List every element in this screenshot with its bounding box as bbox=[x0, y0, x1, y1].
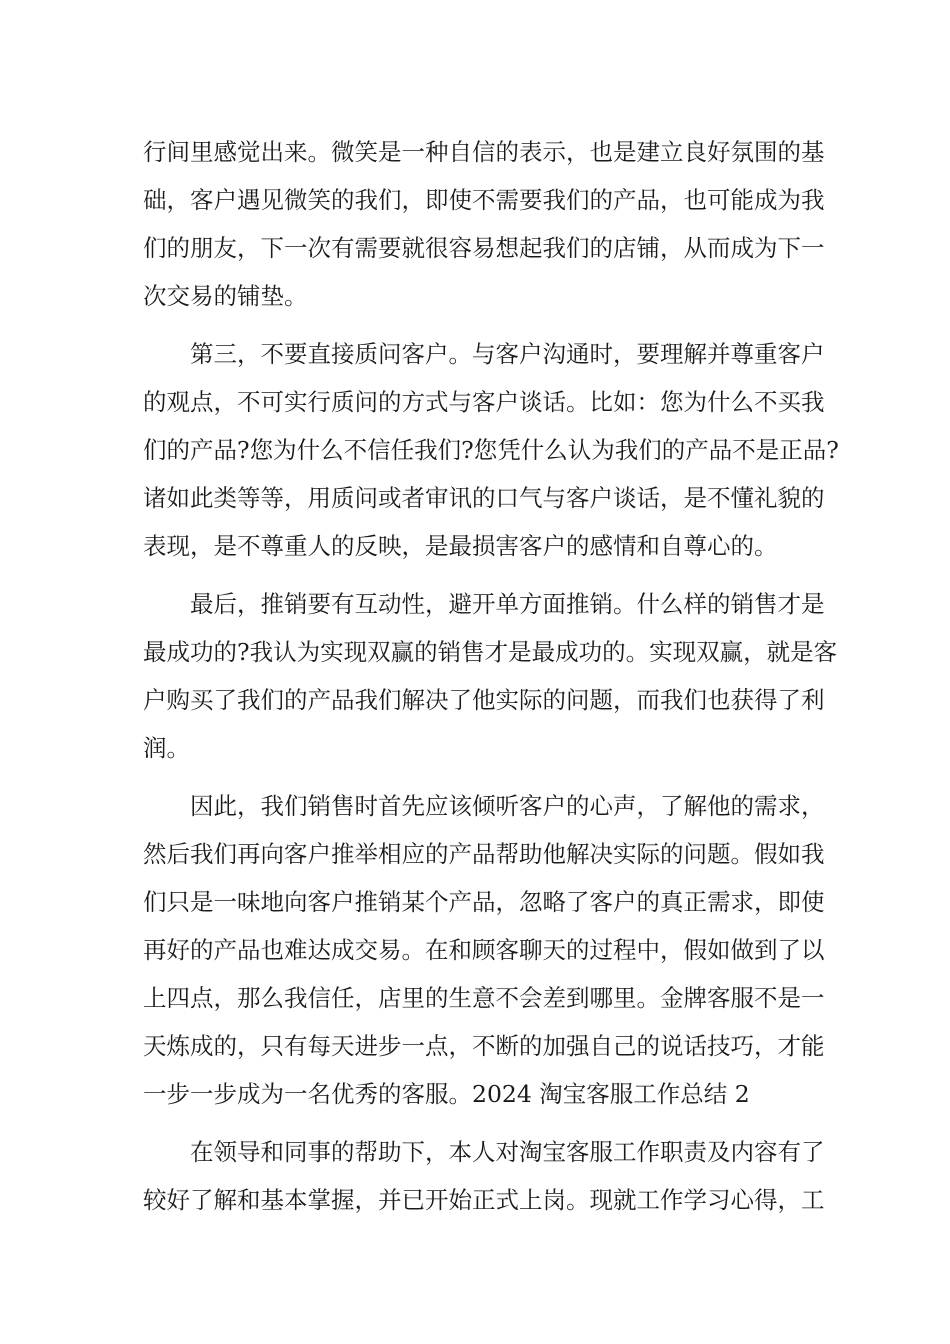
text-line: 行间里感觉出来。微笑是一种自信的表示，也是建立良好氛围的基 bbox=[143, 138, 825, 166]
text-line: 在领导和同事的帮助下，本人对淘宝客服工作职责及内容有了 bbox=[190, 1138, 825, 1166]
paragraph bbox=[143, 580, 838, 772]
text-line: 的观点，不可实行质问的方式与客户谈话。比如：您为什么不买我 bbox=[143, 388, 825, 416]
text-line: 户购买了我们的产品我们解决了他实际的问题，而我们也获得了利 bbox=[143, 686, 825, 714]
text-line: 上四点，那么我信任，店里的生意不会差到哪里。金牌客服不是一 bbox=[143, 984, 825, 1012]
text-line: 润。 bbox=[143, 734, 190, 762]
text-line: 较好了解和基本掌握，并已开始正式上岗。现就工作学习心得，工 bbox=[143, 1186, 825, 1214]
text-line: 天炼成的，只有每天进步一点，不断的加强自己的说话技巧，才能 bbox=[143, 1032, 825, 1060]
document-body bbox=[143, 128, 839, 1224]
text-line: 们只是一味地向客户推销某个产品，忽略了客户的真正需求，即使 bbox=[143, 888, 825, 916]
text-line: 础，客户遇见微笑的我们，即使不需要我们的产品，也可能成为我 bbox=[143, 186, 825, 214]
text-line: 表现，是不尊重人的反映，是最损害客户的感情和自尊心的。 bbox=[143, 532, 778, 560]
paragraph bbox=[143, 1128, 825, 1224]
text-line: 最后，推销要有互动性，避开单方面推销。什么样的销售才是 bbox=[190, 590, 825, 618]
paragraph bbox=[143, 330, 839, 570]
text-line: 因此，我们销售时首先应该倾听客户的心声，了解他的需求， bbox=[190, 792, 825, 820]
text-line: 们的产品?您为什么不信任我们?您凭什么认为我们的产品不是正品? bbox=[143, 436, 839, 464]
text-line: 再好的产品也难达成交易。在和顾客聊天的过程中，假如做到了以 bbox=[143, 936, 825, 964]
paragraph bbox=[143, 128, 825, 320]
text-line: 第三，不要直接质问客户。与客户沟通时，要理解并尊重客户 bbox=[190, 340, 825, 368]
text-line: 次交易的铺垫。 bbox=[143, 282, 308, 310]
text-line: 们的朋友，下一次有需要就很容易想起我们的店铺，从而成为下一 bbox=[143, 234, 825, 262]
paragraph bbox=[143, 782, 825, 1118]
text-line: 然后我们再向客户推举相应的产品帮助他解决实际的问题。假如我 bbox=[143, 840, 825, 868]
text-line: 诸如此类等等，用质问或者审讯的口气与客户谈话，是不懂礼貌的 bbox=[143, 484, 825, 512]
text-line: 最成功的?我认为实现双赢的销售才是最成功的。实现双赢，就是客 bbox=[143, 638, 838, 666]
text-line: 一步一步成为一名优秀的客服。2024 淘宝客服工作总结 2 bbox=[143, 1080, 750, 1108]
